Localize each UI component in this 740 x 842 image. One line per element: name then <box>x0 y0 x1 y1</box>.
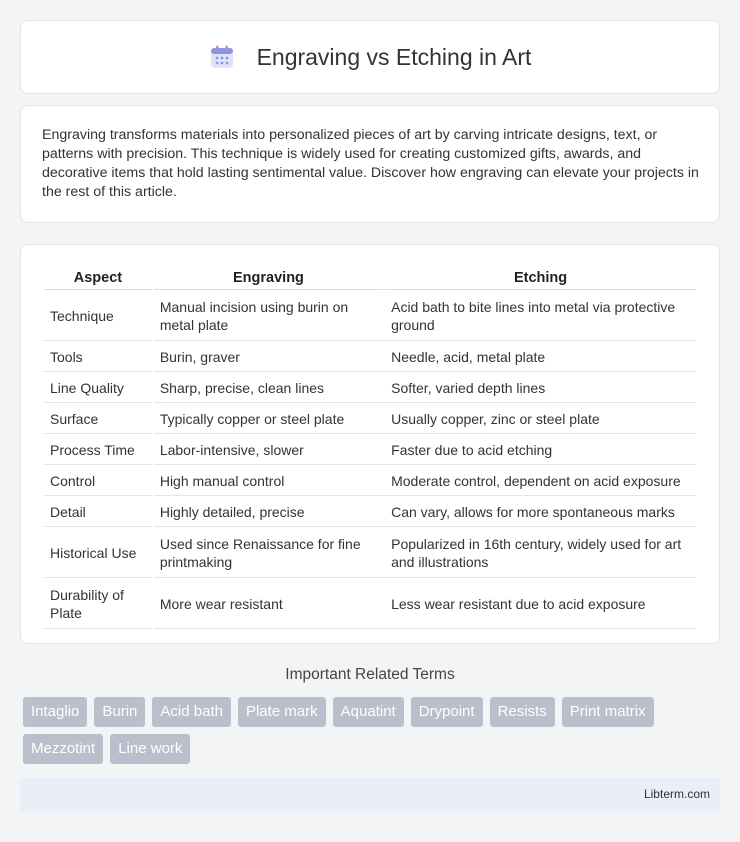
cell-engraving: More wear resistant <box>154 580 383 629</box>
cell-aspect: Detail <box>44 498 152 527</box>
table-row <box>44 292 696 341</box>
tag-intaglio[interactable]: Intaglio <box>23 697 87 727</box>
comparison-table-card <box>20 244 720 644</box>
tag-resists[interactable]: Resists <box>490 697 555 727</box>
cell-etching: Faster due to acid etching <box>385 436 696 465</box>
intro-text: Engraving transforms materials into personalized pieces of art by carving intricate designs, text, or patterns with precision. This technique is widely used for creating customized gifts, awards, and decorative items that hold lasting sentimental value. Discover how engraving can elevate your projects in the rest of this article. <box>42 127 699 200</box>
table-header-row <box>44 266 696 290</box>
cell-etching: Popularized in 16th century, widely used for art and illustrations <box>385 529 696 578</box>
table-row <box>44 374 696 403</box>
table-row <box>44 405 696 434</box>
cell-engraving: Typically copper or steel plate <box>154 405 383 434</box>
comparison-table <box>42 264 698 631</box>
header-etching: Etching <box>385 266 696 290</box>
related-terms-title: Important Related Terms <box>285 666 455 683</box>
cell-engraving: Used since Renaissance for fine printmaking <box>154 529 383 578</box>
footer <box>20 778 720 811</box>
related-terms-tags <box>23 697 713 764</box>
cell-etching: Can vary, allows for more spontaneous marks <box>385 498 696 527</box>
cell-etching: Acid bath to bite lines into metal via protective ground <box>385 292 696 341</box>
cell-aspect: Control <box>44 467 152 496</box>
cell-etching: Softer, varied depth lines <box>385 374 696 403</box>
page-title: Engraving vs Etching in Art <box>256 43 532 70</box>
cell-aspect: Surface <box>44 405 152 434</box>
footer-site-link[interactable]: Libterm.com <box>643 787 710 801</box>
cell-engraving: Manual incision using burin on metal plate <box>154 292 383 341</box>
cell-aspect: Process Time <box>44 436 152 465</box>
tag-print-matrix[interactable]: Print matrix <box>562 697 654 727</box>
table-row <box>44 580 696 629</box>
table-row <box>44 343 696 372</box>
cell-etching: Needle, acid, metal plate <box>385 343 696 372</box>
tag-plate-mark[interactable]: Plate mark <box>238 697 326 727</box>
cell-aspect: Durability of Plate <box>44 580 152 629</box>
cell-engraving: Labor-intensive, slower <box>154 436 383 465</box>
intro-card <box>20 105 720 223</box>
tag-acid-bath[interactable]: Acid bath <box>152 697 231 727</box>
cell-engraving: Burin, graver <box>154 343 383 372</box>
cell-aspect: Technique <box>44 292 152 341</box>
cell-etching: Less wear resistant due to acid exposure <box>385 580 696 629</box>
cell-etching: Usually copper, zinc or steel plate <box>385 405 696 434</box>
tag-line-work[interactable]: Line work <box>110 734 190 764</box>
calendar-icon <box>209 44 235 70</box>
tag-drypoint[interactable]: Drypoint <box>411 697 483 727</box>
table-row <box>44 467 696 496</box>
cell-aspect: Historical Use <box>44 529 152 578</box>
header-engraving: Engraving <box>154 266 383 290</box>
table-row <box>44 529 696 578</box>
cell-etching: Moderate control, dependent on acid exposure <box>385 467 696 496</box>
tag-burin[interactable]: Burin <box>94 697 145 727</box>
header-aspect: Aspect <box>44 266 152 290</box>
cell-aspect: Tools <box>44 343 152 372</box>
cell-engraving: High manual control <box>154 467 383 496</box>
cell-engraving: Sharp, precise, clean lines <box>154 374 383 403</box>
tag-aquatint[interactable]: Aquatint <box>333 697 404 727</box>
header-card <box>20 20 720 94</box>
cell-engraving: Highly detailed, precise <box>154 498 383 527</box>
tag-mezzotint[interactable]: Mezzotint <box>23 734 103 764</box>
cell-aspect: Line Quality <box>44 374 152 403</box>
table-row <box>44 436 696 465</box>
table-row <box>44 498 696 527</box>
